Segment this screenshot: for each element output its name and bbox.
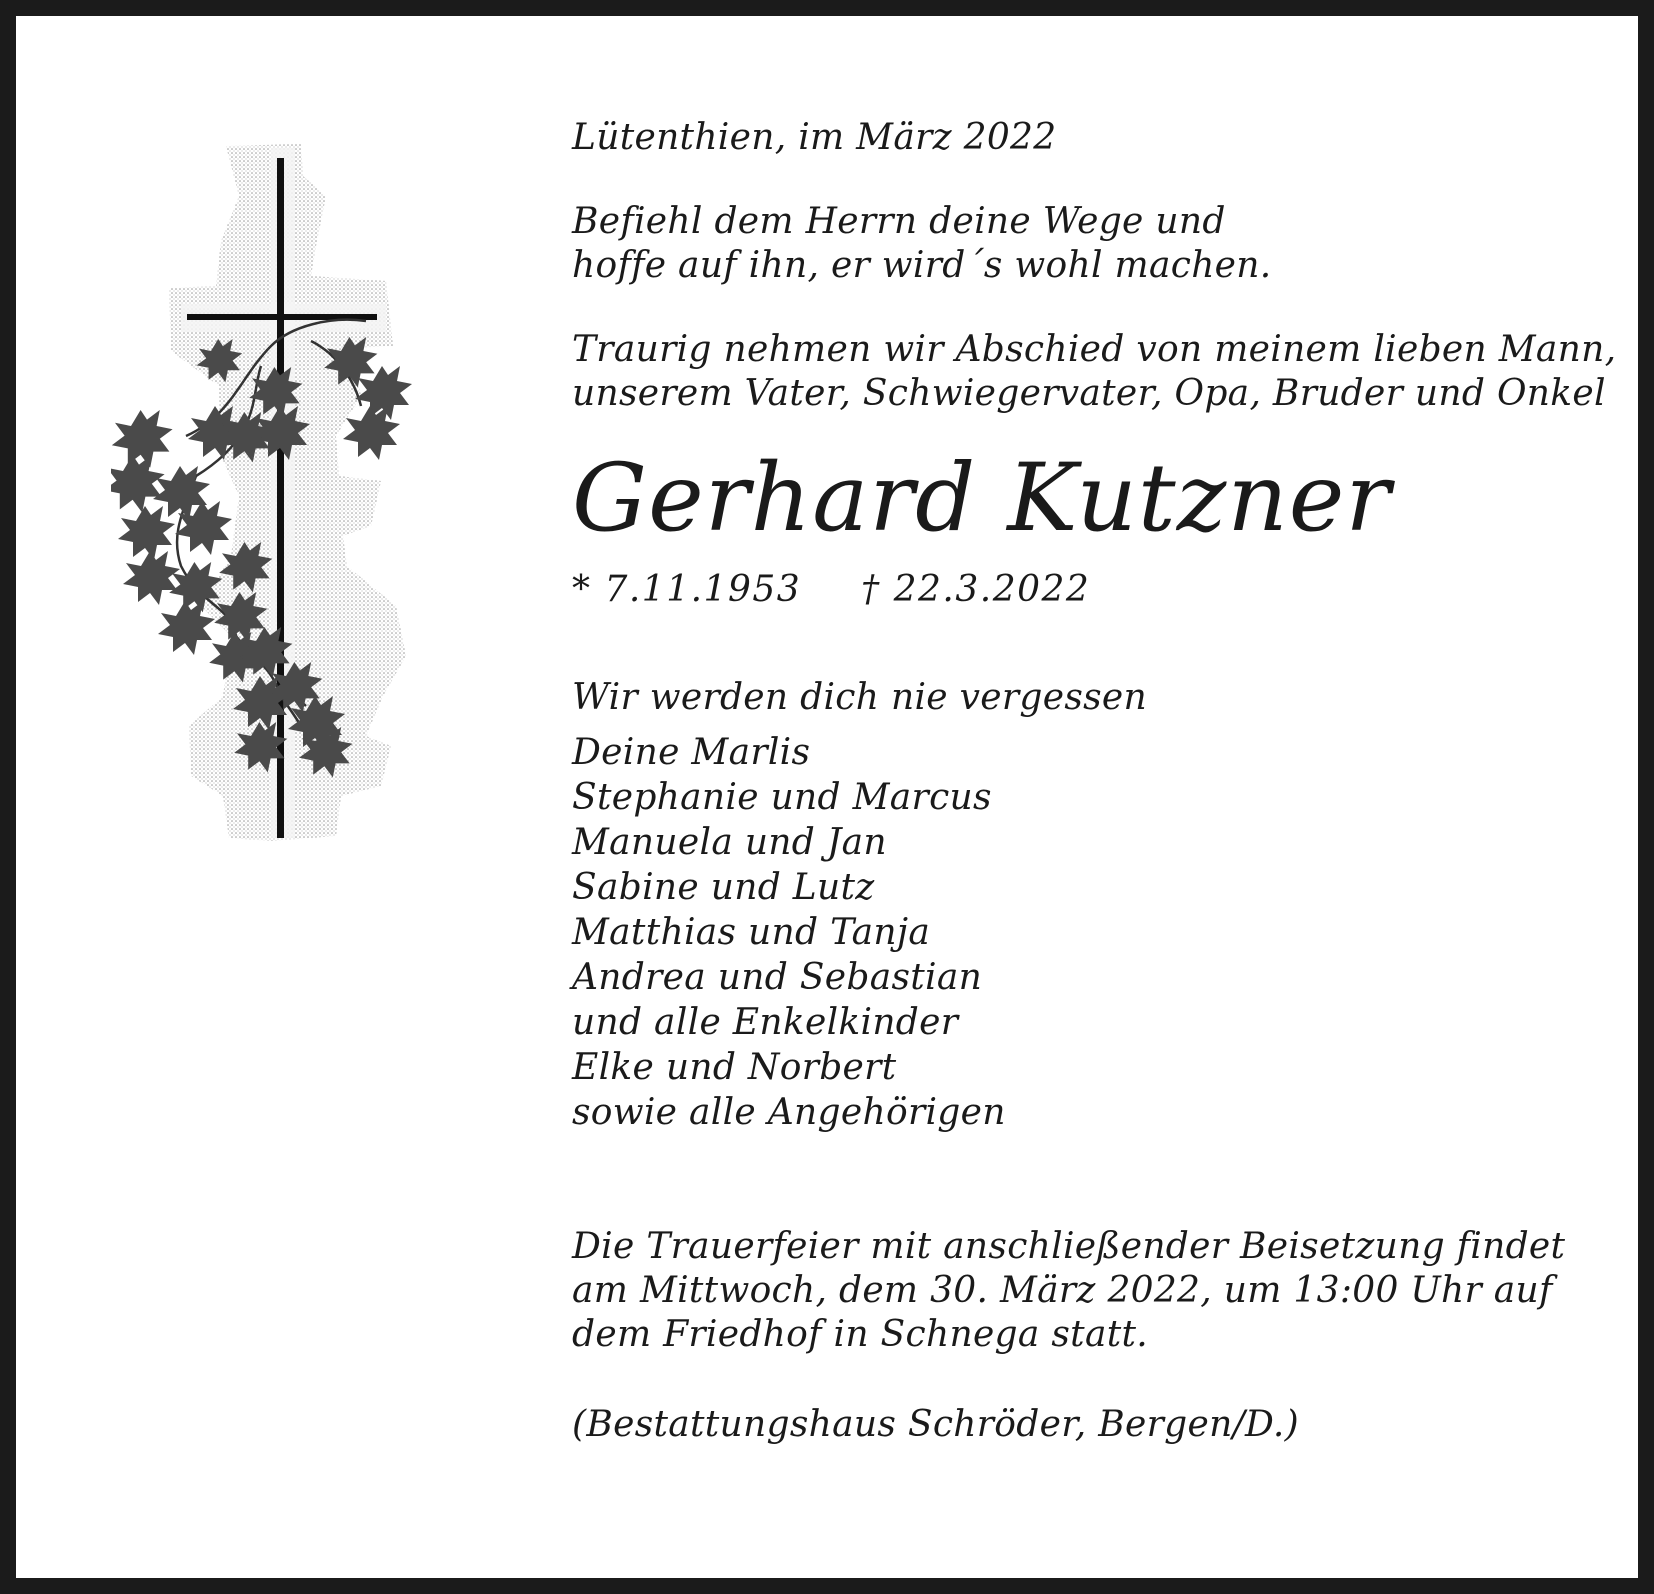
mourner: sowie alle Angehörigen bbox=[572, 1092, 1006, 1133]
funeral-home: (Bestattungshaus Schröder, Bergen/D.) bbox=[572, 1404, 1299, 1445]
mourner: Andrea und Sebastian bbox=[572, 957, 983, 998]
mourner: und alle Enkelkinder bbox=[572, 1002, 959, 1043]
cross-vertical bbox=[277, 158, 284, 838]
mourners-list bbox=[572, 730, 1612, 1135]
mourner: Elke und Norbert bbox=[572, 1047, 897, 1088]
intro-line: Traurig nehmen wir Abschied von meinem lieben Mann, bbox=[572, 329, 1617, 370]
mourner: Stephanie und Marcus bbox=[572, 777, 992, 818]
cross-with-vine-icon bbox=[111, 136, 431, 896]
mourner: Sabine und Lutz bbox=[572, 867, 875, 908]
verse-line: Befiehl dem Herrn deine Wege und bbox=[572, 201, 1226, 242]
mourner: Matthias und Tanja bbox=[572, 912, 931, 953]
life-dates bbox=[572, 568, 1612, 612]
funeral-line: am Mittwoch, dem 30. März 2022, um 13:00 Uhr auf bbox=[572, 1270, 1553, 1311]
funeral-line: Die Trauerfeier mit anschließender Beisetzung findet bbox=[572, 1226, 1566, 1267]
birth-date: * 7.11.1953 bbox=[572, 569, 802, 610]
verse-line: hoffe auf ihn, er wird´s wohl machen. bbox=[572, 245, 1272, 286]
place-date: Lütenthien, im März 2022 bbox=[572, 117, 1057, 158]
mourner: Deine Marlis bbox=[572, 732, 811, 773]
funeral-line: dem Friedhof in Schnega statt. bbox=[572, 1314, 1148, 1355]
mourner: Manuela und Jan bbox=[572, 822, 887, 863]
farewell-line: Wir werden dich nie vergessen bbox=[572, 677, 1147, 718]
intro-line: unserem Vater, Schwiegervater, Opa, Bruder und Onkel bbox=[572, 373, 1606, 414]
obituary-text bbox=[572, 116, 1617, 1447]
death-date: † 22.3.2022 bbox=[861, 569, 1091, 610]
deceased-name: Gerhard Kutzner bbox=[572, 444, 1392, 553]
